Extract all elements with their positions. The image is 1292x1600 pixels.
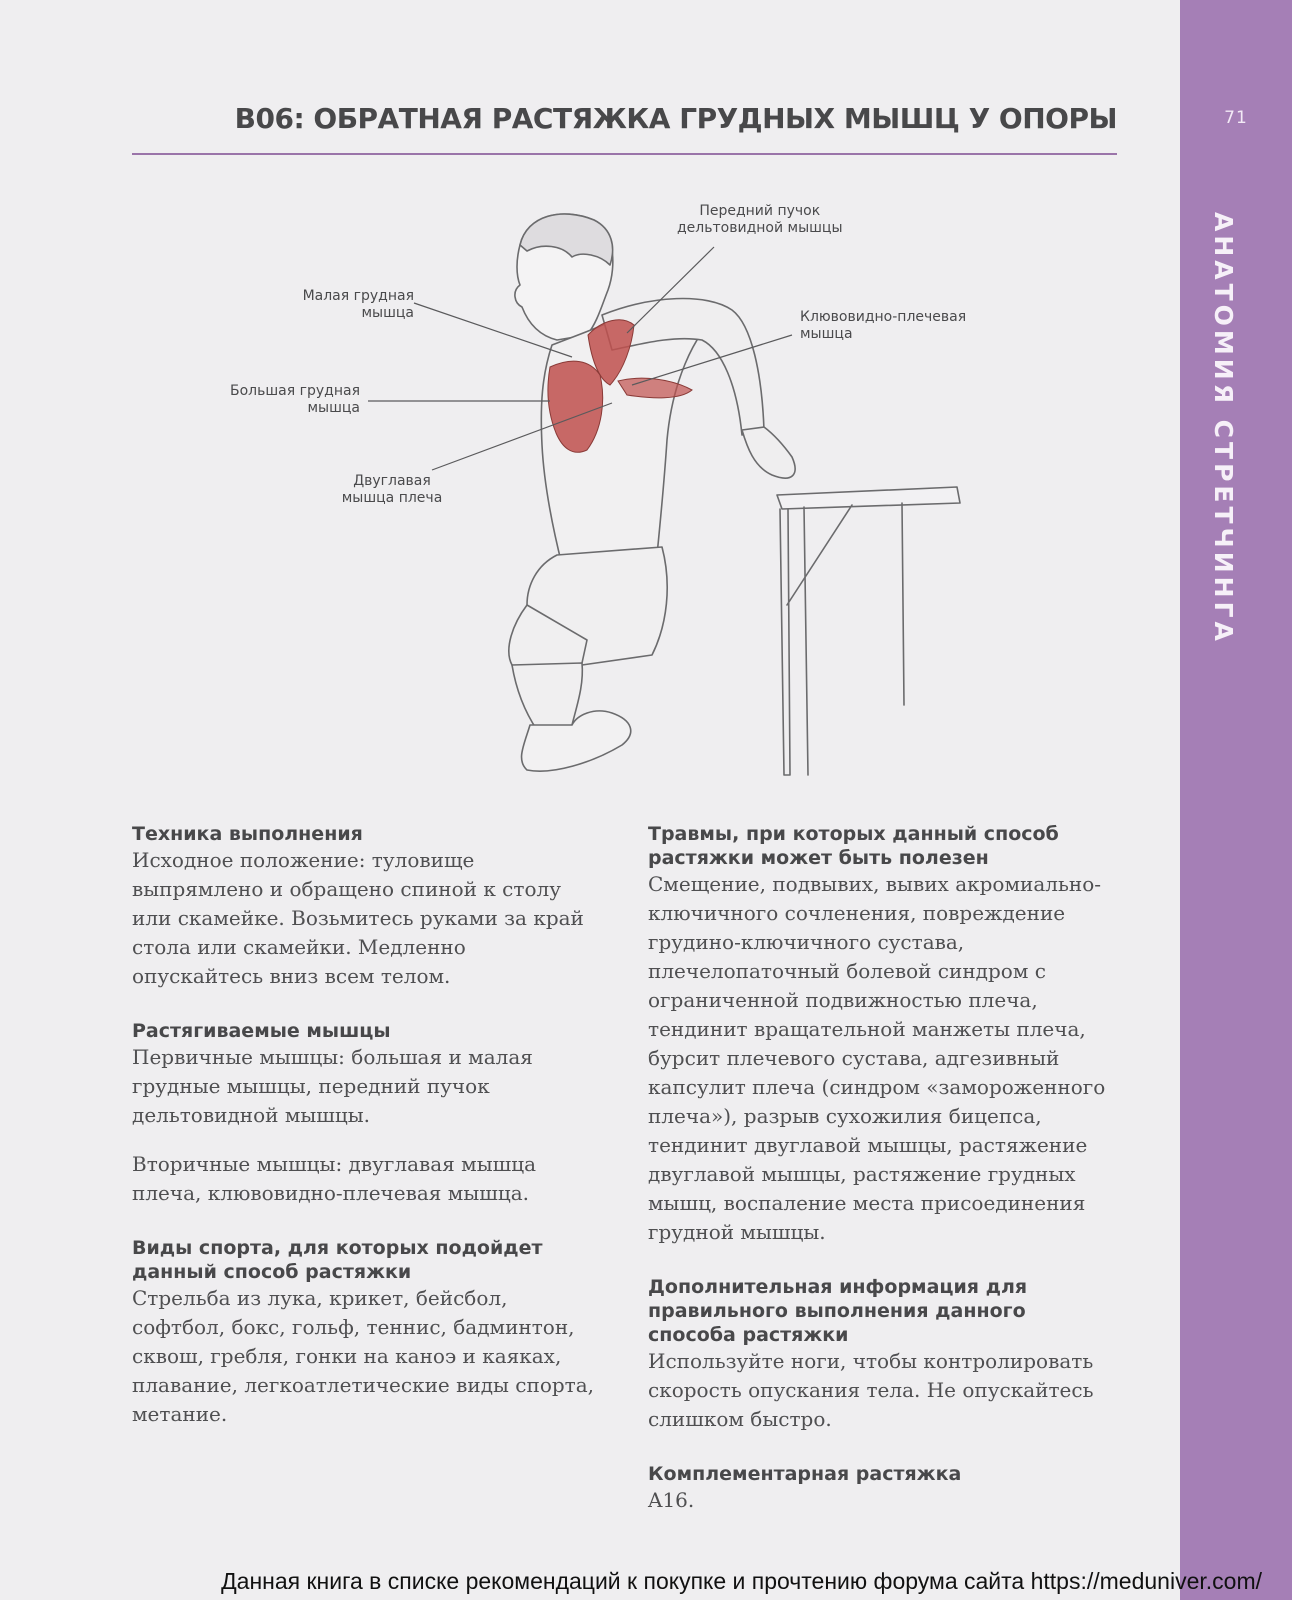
label-anterior-deltoid: Передний пучок дельтовидной мышцы [677,203,843,236]
illustration-drawing [132,185,1117,805]
additional-heading: Дополнительная информация для правильного выполнения данного способа растяжки [648,1276,1028,1346]
label-biceps: Двуглавая мышца плеча [341,473,443,506]
technique-heading: Техника выполнения [132,823,363,845]
shin [512,663,582,730]
muscles-heading: Растягиваемые мышцы [132,1020,391,1042]
additional-text: Используйте ноги, чтобы контролировать скорость опускания тела. Не опускайтесь слишком быстро. [648,1349,1094,1431]
sports-heading: Виды спорта, для которых подойдет данный способ растяжки [132,1237,543,1283]
section-sports [132,1236,602,1429]
complementary-heading: Комплементарная растяжка [648,1463,962,1485]
section-muscles [132,1019,602,1208]
injuries-heading: Травмы, при которых данный способ растяжки может быть полезен [648,823,1059,869]
coracobrachialis-muscle [618,378,692,398]
section-technique [132,822,602,991]
forearm-hand [742,427,795,478]
section-complementary [648,1462,1118,1515]
right-column [648,822,1118,1543]
footer-note: Данная книга в списке рекомендаций к покупке и прочтению форума сайта https://meduniver.com/ [221,1568,1262,1594]
injuries-text: Смещение, подвывих, вывих акромиально-ключичного сочленения, повреждение грудино-ключичного сустава, плечелопаточный болевой синдром с ограниченной подвижностью плеча, тендинит вращательной манжеты плеча, бурсит плечевого сустава, адгезивный капсулит плеча (синдром «замороженного плеча»), разрыв сухожилия бицепса, тендинит двуглавой мышцы, растяжение двуглавой мышцы, растяжение грудных мышц, воспаление места присоединения грудной мышцы. [648,872,1106,1244]
complementary-text: A16. [648,1488,695,1512]
secondary-muscles-text: Вторичные мышцы: двуглавая мышца плеча, клювовидно-плечевая мышца. [132,1152,537,1205]
label-pectoralis-major: Большая грудная мышца [230,383,360,416]
bench-brace [787,505,852,605]
side-section-title: АНАТОМИЯ СТРЕТЧИНГА [1209,212,1238,645]
bench-top [777,487,960,509]
section-additional-info [648,1275,1118,1434]
title-rule [132,153,1117,155]
page-title: B06: ОБРАТНАЯ РАСТЯЖКА ГРУДНЫХ МЫШЦ У ОПОРЫ [234,102,1117,135]
bench-leg-front [780,509,790,775]
sports-text: Стрельба из лука, крикет, бейсбол, софтбол, бокс, гольф, теннис, бадминтон, сквош, гребля, гонки на каноэ и каяках, плавание, легкоатлетические виды спорта, метание. [132,1286,595,1426]
label-coracobrachialis: Клювовидно-плечевая мышца [800,309,967,342]
label-pectoralis-minor: Малая грудная мышца [302,288,414,321]
technique-text: Исходное положение: туловище выпрямлено и обращено спиной к столу или скамейке. Возьмитесь руками за край стола или скамейки. Медленно опускайтесь вниз всем телом. [132,848,584,988]
left-column [132,822,602,1457]
anatomy-illustration [132,185,1117,805]
page-number: 71 [1224,108,1248,128]
section-injuries [648,822,1118,1247]
bench-leg-far [902,503,904,705]
bench-leg-back [804,507,808,775]
primary-muscles-text: Первичные мышцы: большая и малая грудные мышцы, передний пучок дельтовидной мышцы. [132,1045,533,1127]
